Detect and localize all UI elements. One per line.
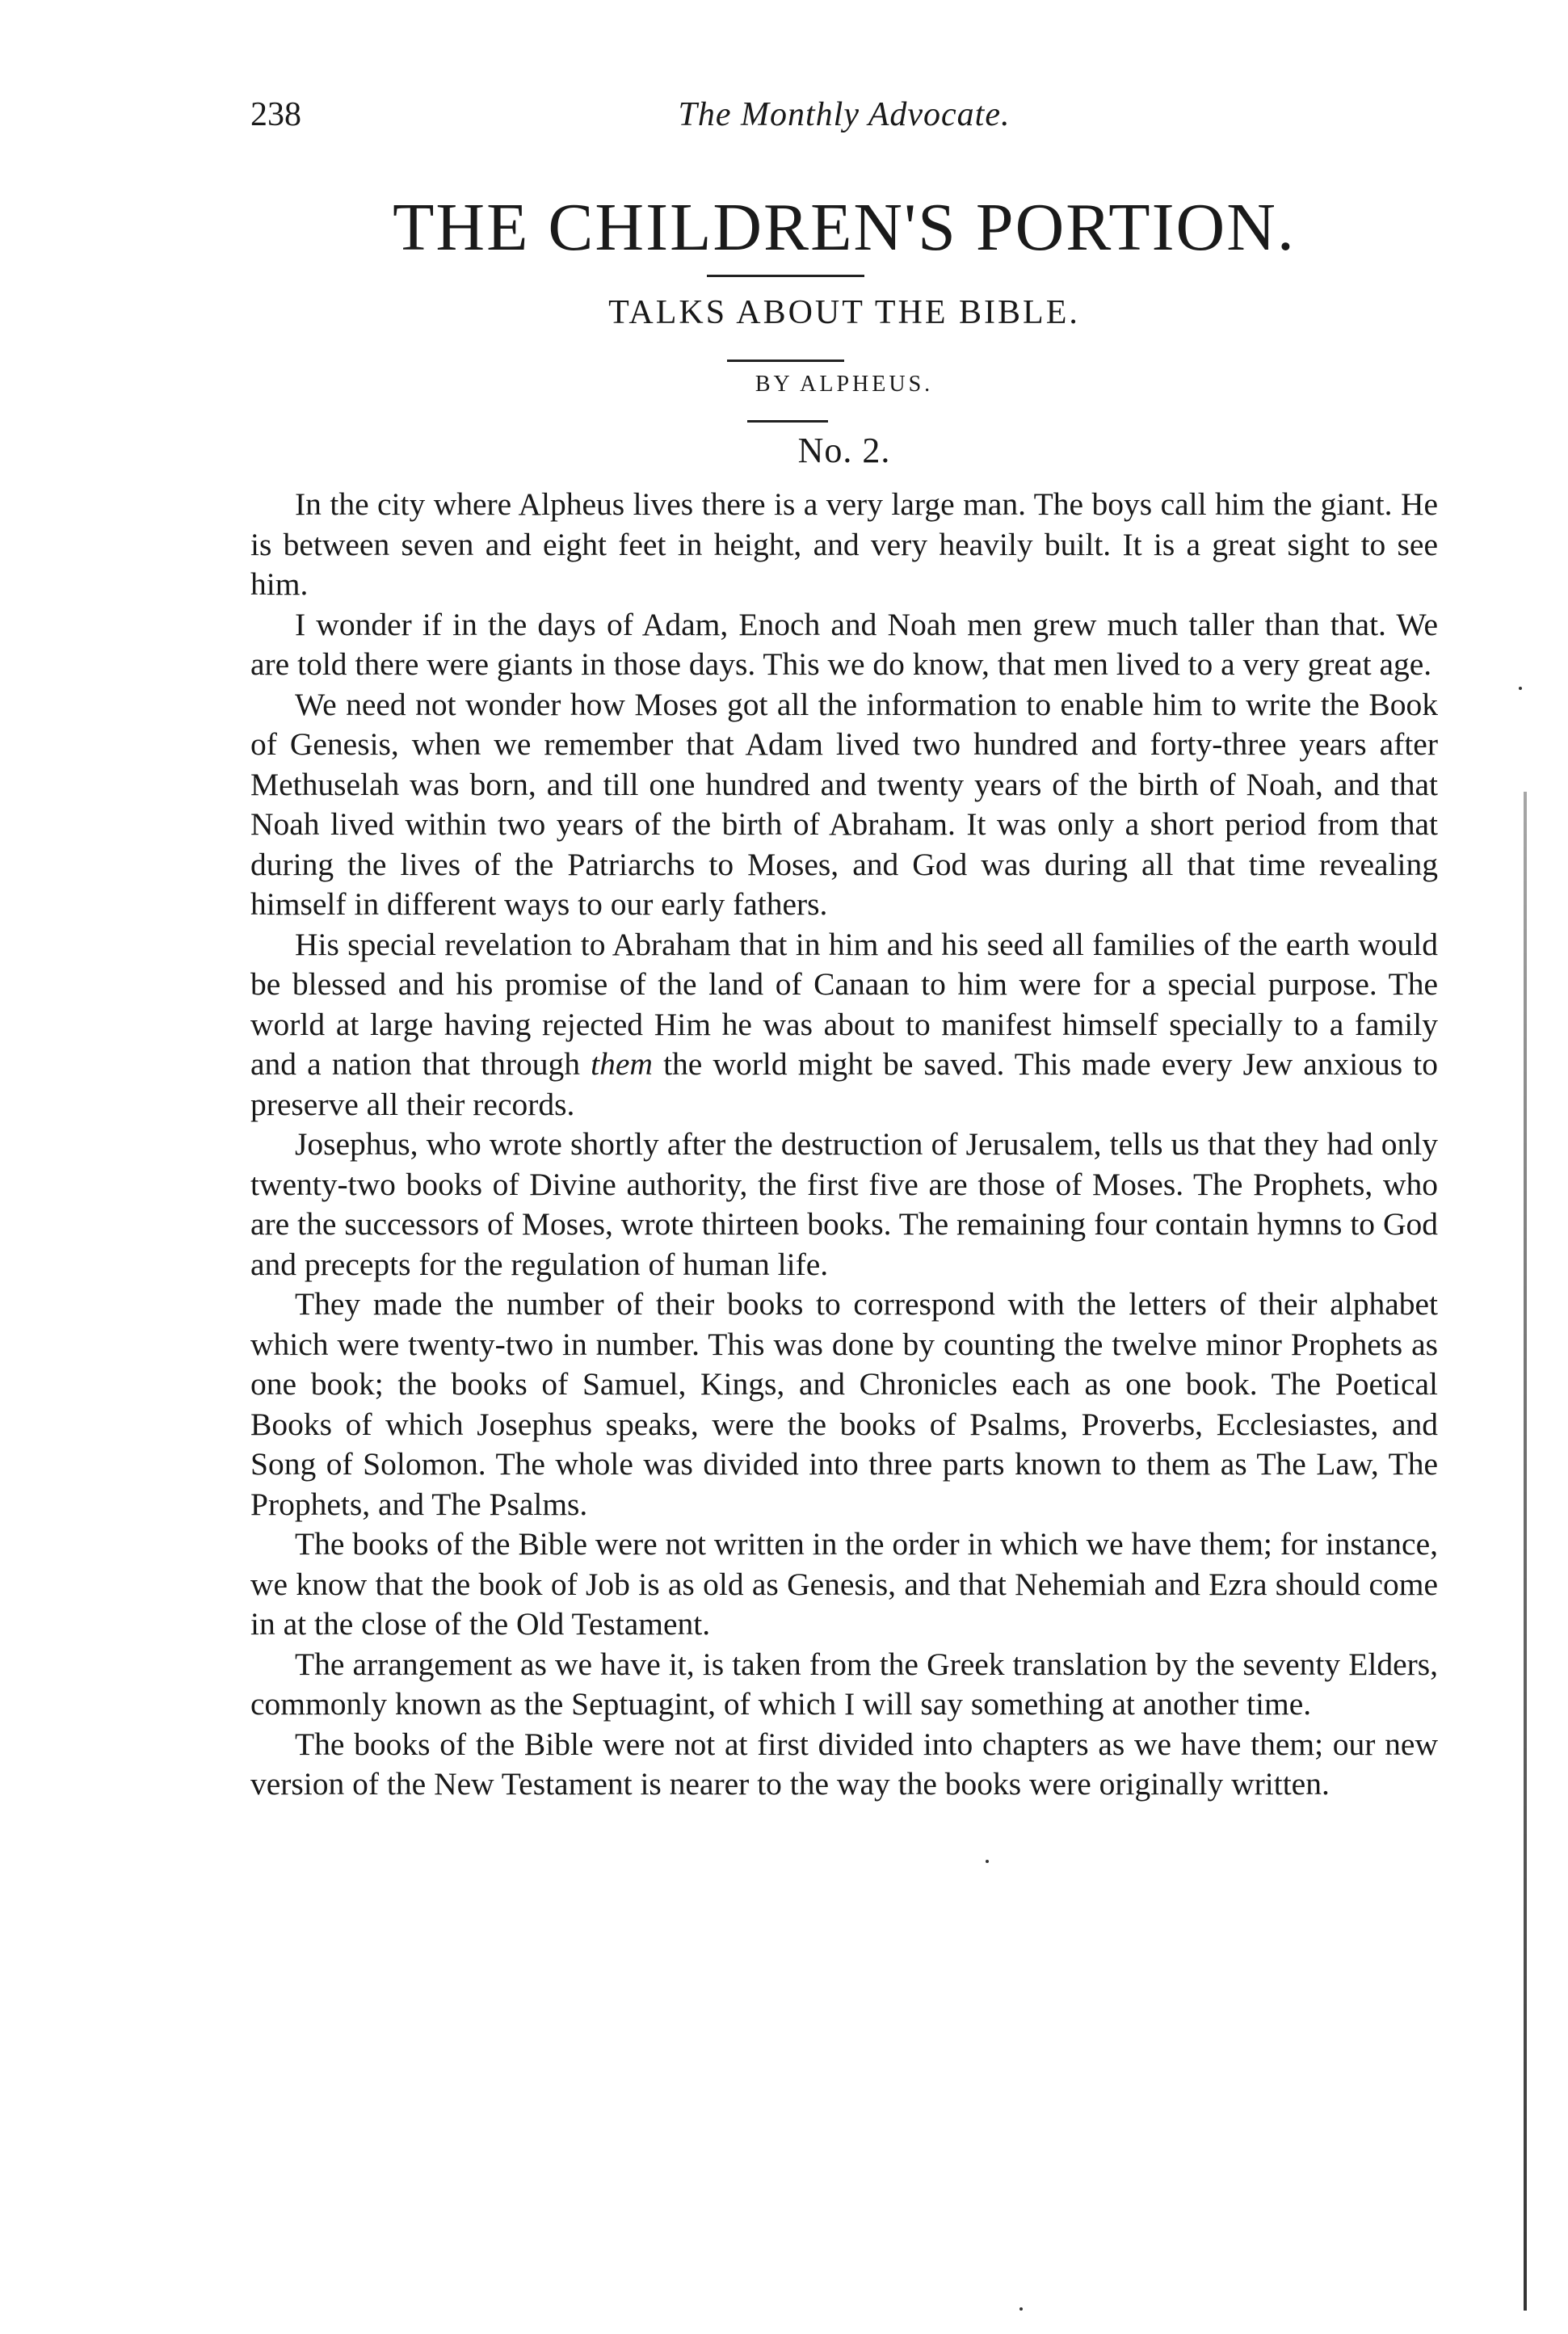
paragraph: In the city where Alpheus lives there is a very large man. The boys call him the giant. He is between seven and eight feet in height, and very heavily built. It is a great sight to see him. — [250, 486, 1438, 602]
paragraph: The arrangement as we have it, is taken from the Greek translation by the seventy Elders, commonly known as the Septuagint, of which I will say something at another time. — [250, 1646, 1438, 1722]
paragraph: I wonder if in the days of Adam, Enoch and Noah men grew much taller than that. We are told there were giants in those days. This we do know, that men lived to a very great age. — [250, 606, 1438, 682]
journal-title: The Monthly Advocate. — [678, 96, 1011, 133]
emphasized-word: them — [591, 1046, 653, 1082]
article-subtitle: TALKS ABOUT THE BIBLE. — [608, 294, 1080, 331]
divider-rule — [727, 360, 844, 362]
paragraph: Josephus, who wrote shortly after the destruction of Jerusalem, tells us that they had only twenty-two books of Divine authority, the first five are those of Moses. The Prophets, who are the successors of Moses, wrote thirteen books. The remaining four contain hymns to God and precepts for the regulation of human life. — [250, 1126, 1438, 1282]
print-speck — [1019, 2307, 1023, 2311]
paragraph-text: the world might be saved. This made every Jew anxious to preserve all their records. — [250, 1046, 1439, 1122]
divider-rule — [747, 420, 828, 423]
print-speck — [986, 1860, 989, 1863]
byline: BY ALPHEUS. — [755, 372, 934, 397]
page-number: 238 — [250, 96, 301, 133]
running-head — [250, 95, 1438, 144]
paragraph: We need not wonder how Moses got all the information to enable him to write the Book of Genesis, when we remember that Adam lived two hundred and forty-three years after Methuselah was born, and till one hundred and twenty years of the birth of Noah, and that Noah lived within two years of the birth of Abraham. It was only a short period from that during the lives of the Patriarchs to Moses, and God was during all that time revealing himself in different ways to our early fathers. — [250, 686, 1438, 922]
divider-rule — [707, 275, 864, 277]
paragraph — [250, 925, 1438, 1125]
paragraph-text: His special revelation to Abraham that in him and his seed all families of the earth would be blessed and his promise of the land of Canaan to him were for a special purpose. The world at large having rejected Him he was about to manifest himself specially to a family and a nation that through — [250, 926, 1438, 1082]
binding-edge-shadow — [1524, 792, 1527, 2311]
print-speck — [1519, 687, 1522, 690]
issue-number: No. 2. — [797, 431, 891, 470]
section-title: THE CHILDREN'S PORTION. — [393, 190, 1296, 265]
article-body — [250, 485, 1438, 1805]
paragraph: They made the number of their books to correspond with the letters of their alphabet which were twenty-two in number. This was done by counting the twelve minor Prophets as one book; the books of Samuel, Kings, and Chronicles each as one book. The Poetical Books of which Josephus speaks, were the books of Psalms, Proverbs, Ecclesiastes, and Song of Solomon. The whole was divided into three parts known to them as The Law, The Prophets, and The Psalms. — [250, 1286, 1438, 1522]
paragraph: The books of the Bible were not at first divided into chapters as we have them; our new version of the New Testament is nearer to the way the books were originally written. — [250, 1726, 1438, 1802]
paragraph: The books of the Bible were not written in the order in which we have them; for instance, we know that the book of Job is as old as Genesis, and that Nehemiah and Ezra should come in at the close of the Old Testament. — [250, 1526, 1438, 1642]
